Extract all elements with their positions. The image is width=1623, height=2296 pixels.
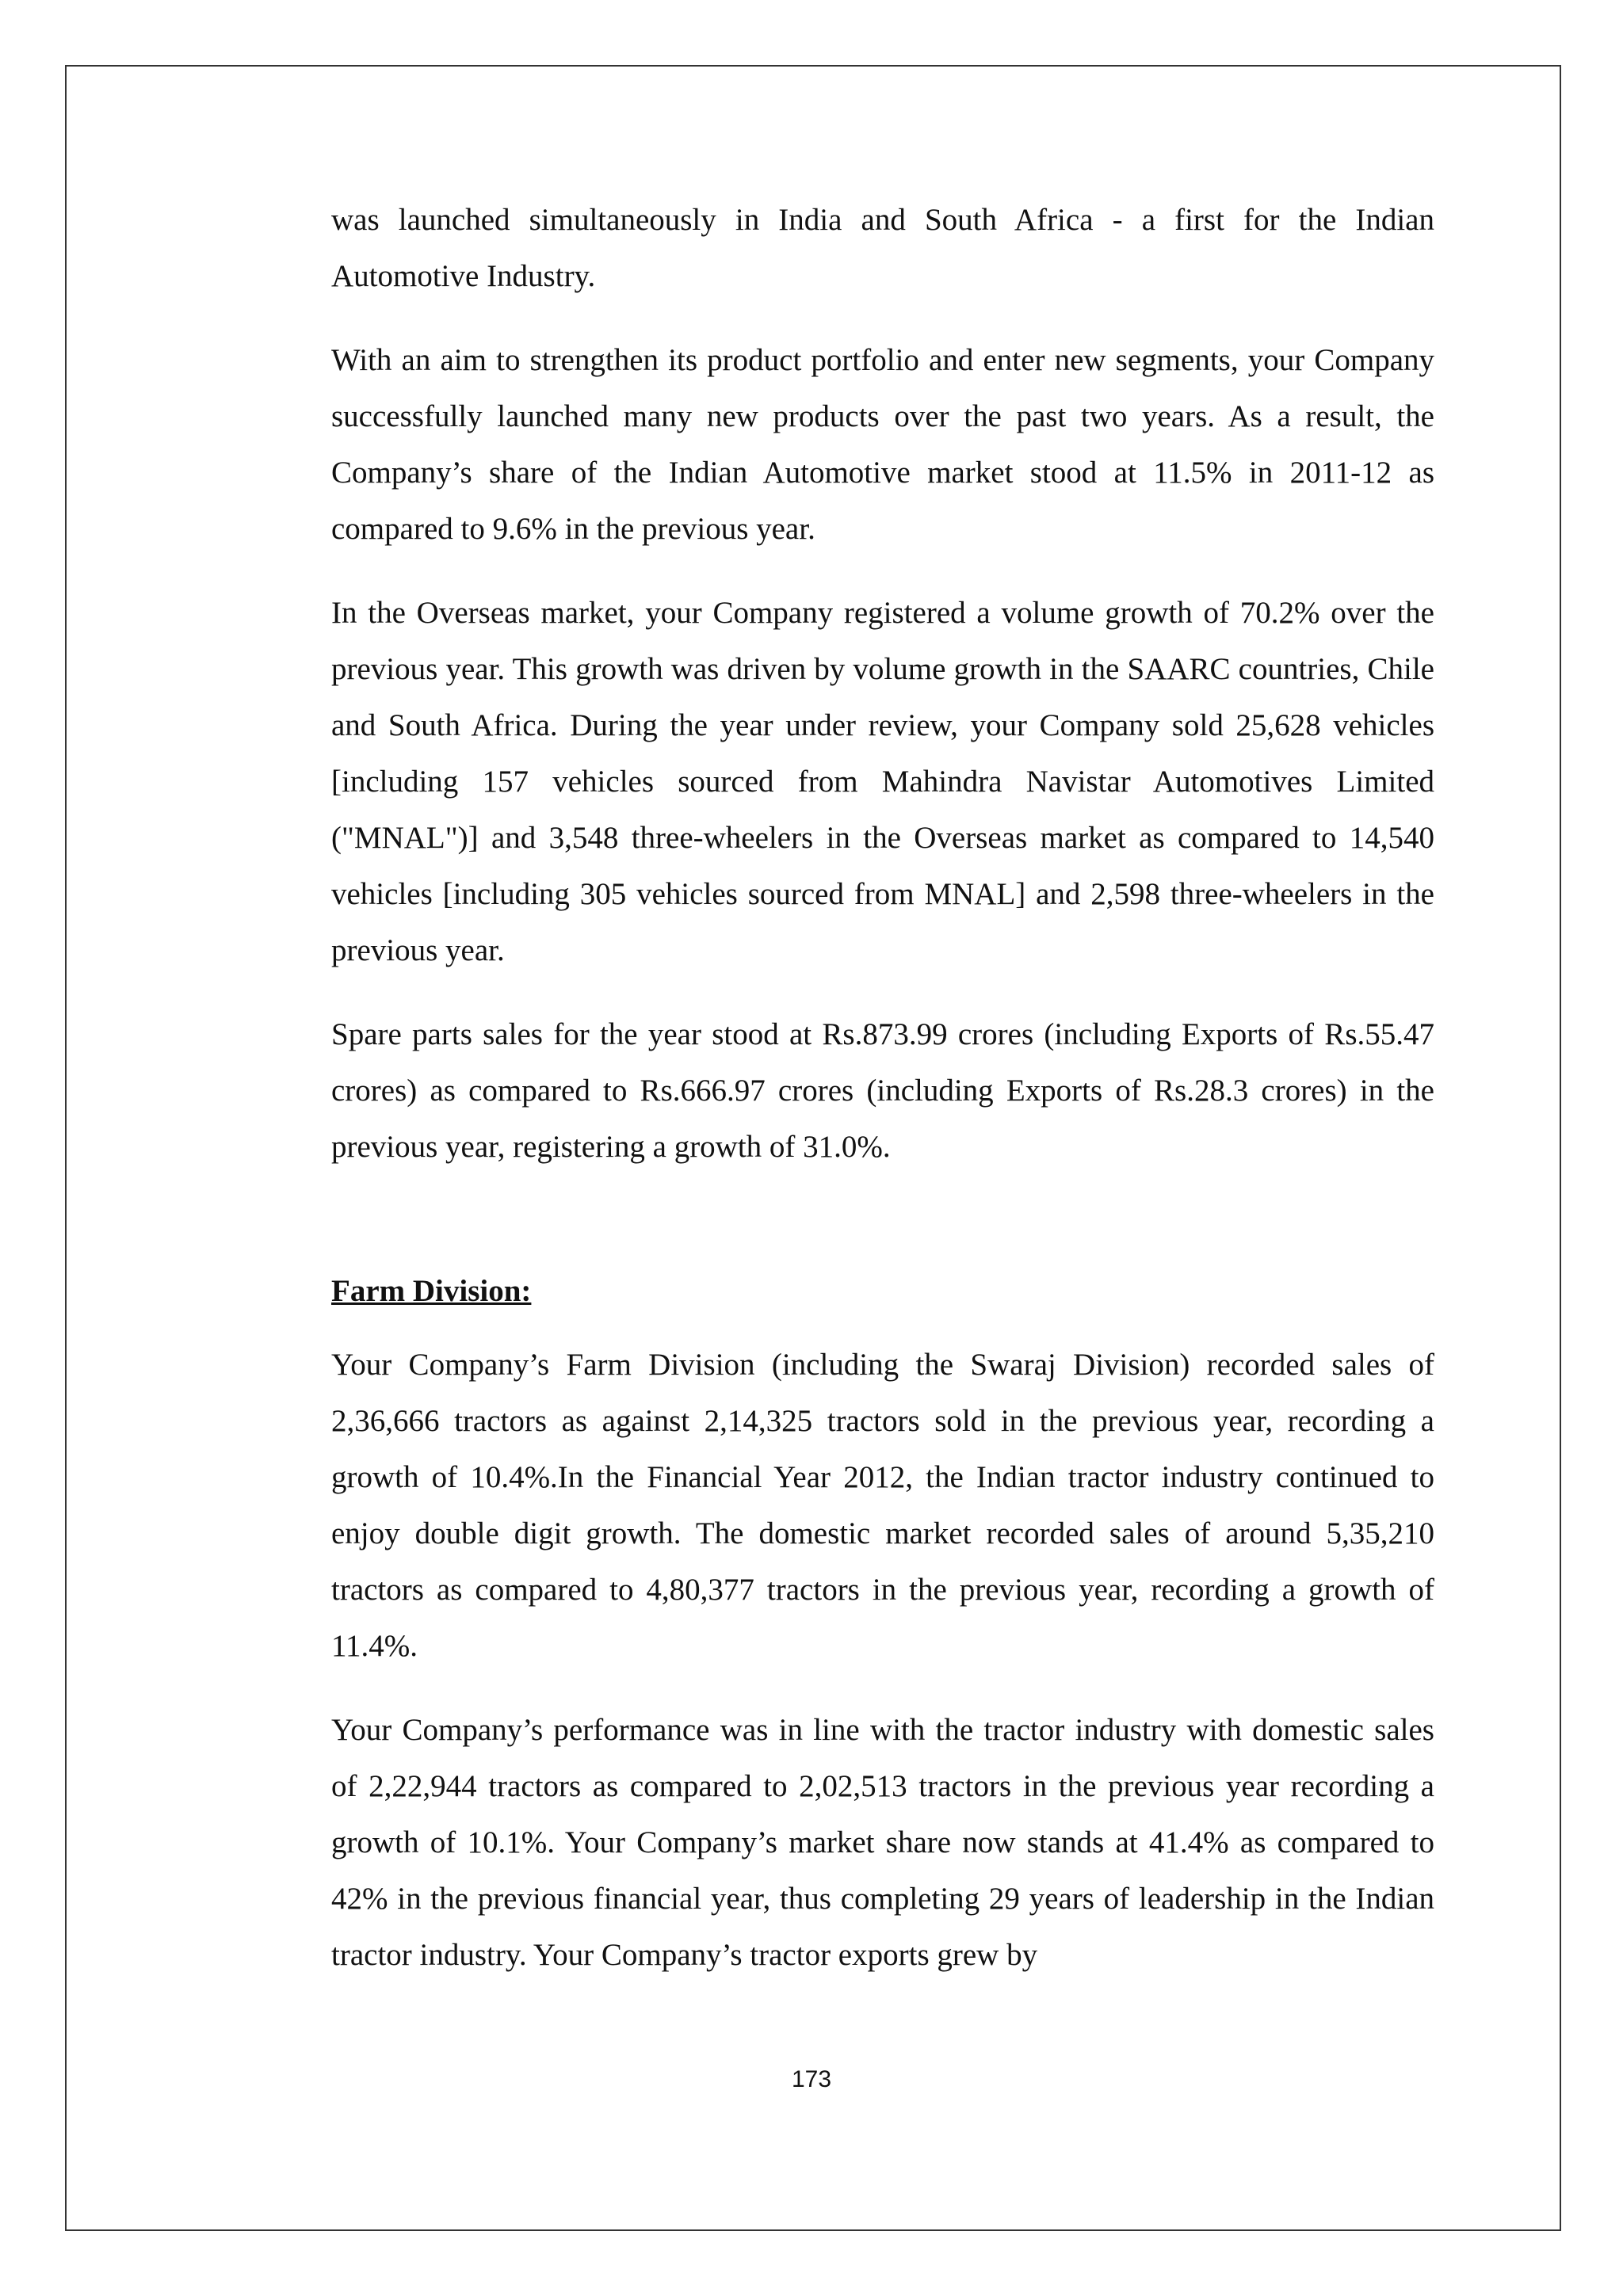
- paragraph-product-portfolio: With an aim to strengthen its product portfolio and enter new segments, your Company successfully launched many new products over the past two years. As a result, the Company’s share of the Indian Automotive market stood at 11.5% in 2011-12 as compared to 9.6% in the previous year.: [331, 343, 1434, 546]
- paragraph-spare-parts: Spare parts sales for the year stood at Rs.873.99 crores (including Exports of Rs.55.47 crores) as compared to Rs.666.97 crores (including Exports of Rs.28.3 crores) in the previous year, registering a growth of 31.0%.: [331, 1017, 1434, 1164]
- page-number: 173: [791, 2066, 832, 2092]
- paragraph-farm-performance: Your Company’s performance was in line with the tractor industry with domestic sales of 2,22,944 tractors as compared to 2,02,513 tractors in the previous year recording a growth of 10.1%. Your Company’s market share now stands at 41.4% as compared to 42% in the previous financial year, thus completing 29 years of leadership in the Indian tractor industry. Your Company’s tractor exports grew by: [331, 1713, 1434, 1972]
- paragraph-farm-division-sales: Your Company’s Farm Division (including the Swaraj Division) recorded sales of 2,36,666 tractors as against 2,14,325 tractors sold in the previous year, recording a growth of 10.4%.In the Financial Year 2012, the Indian tractor industry continued to enjoy double digit growth. The domestic market recorded sales of around 5,35,210 tractors as compared to 4,80,377 tractors in the previous year, recording a growth of 11.4%.: [331, 1348, 1434, 1663]
- paragraph-automotive-launch: was launched simultaneously in India and South Africa - a first for the Indian Automotive Industry.: [331, 203, 1434, 293]
- section-heading-farm-division: Farm Division:: [331, 1274, 532, 1308]
- document-body: [331, 192, 1434, 2011]
- paragraph-overseas-market: In the Overseas market, your Company registered a volume growth of 70.2% over the previous year. This growth was driven by volume growth in the SAARC countries, Chile and South Africa. During the year under review, your Company sold 25,628 vehicles [including 157 vehicles sourced from Mahindra Navistar Automotives Limited ("MNAL")] and 3,548 three-wheelers in the Overseas market as compared to 14,540 vehicles [including 305 vehicles sourced from MNAL] and 2,598 three-wheelers in the previous year.: [331, 596, 1434, 967]
